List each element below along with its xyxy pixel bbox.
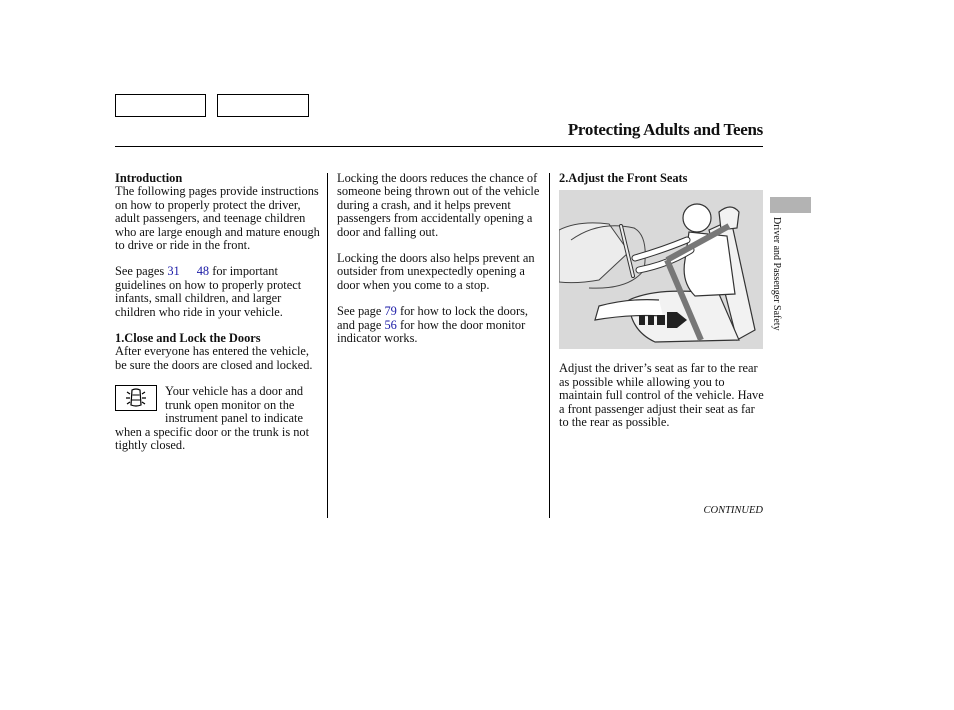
right-column — [559, 172, 765, 429]
see-page-paragraph: See page 79 for how to lock the doors, and page 56 for how the door monitor indicator works. — [337, 304, 528, 346]
door-monitor-icon — [115, 385, 157, 411]
page-link-31[interactable]: 31 — [167, 264, 180, 279]
side-section-label: Driver and Passenger Safety — [771, 217, 782, 331]
section-tab-marker — [770, 197, 811, 213]
see-pages-paragraph: See pages 31 48 for important guidelines on how to properly protect infants, small children, and larger children who ride in your vehicle. — [115, 264, 302, 319]
intro-text: The following pages provide instructions on how to properly protect the driver, adult passengers, and teenage children who are large enough and mature enough to drive or ride in the front. — [115, 184, 320, 253]
nav-button-2[interactable] — [217, 94, 309, 117]
title-rule — [115, 146, 763, 147]
column-divider-1 — [327, 173, 328, 518]
driver-seat-illustration — [559, 190, 763, 349]
page-title: Protecting Adults and Teens — [567, 120, 763, 139]
page-link-79[interactable]: 79 — [384, 304, 397, 319]
middle-paragraph-1: Locking the doors reduces the chance of someone being thrown out of the vehicle during a crash, and it helps prevent passengers from accidentally opening a door and falling out. — [337, 171, 540, 239]
page-link-56[interactable]: 56 — [384, 317, 397, 332]
section1-heading: 1.Close and Lock the Doors — [115, 331, 261, 346]
section1-text: After everyone has entered the vehicle, be sure the doors are closed and locked. — [115, 344, 313, 372]
seat-adjust-text: Adjust the driver’s seat as far to the rear as possible while allowing you to maintain full control of the vehicle. Have a front passenger adjust their seat as far to the rear as possible. — [559, 361, 764, 430]
nav-button-1[interactable] — [115, 94, 206, 117]
left-column — [115, 172, 323, 452]
page-link-48[interactable]: 48 — [196, 264, 210, 279]
monitor-text: Your vehicle has a door and trunk open monitor on the instrument panel to indicate when a specific door or the trunk is not tightly closed. — [115, 384, 310, 452]
intro-heading: Introduction — [115, 171, 183, 185]
middle-paragraph-2: Locking the doors also helps prevent an outsider from unexpectedly opening a door when you come to a stop. — [337, 251, 535, 292]
continued-label: CONTINUED — [703, 505, 763, 516]
middle-column — [337, 172, 543, 345]
column-divider-2 — [549, 173, 550, 518]
section2-heading: 2.Adjust the Front Seats — [559, 171, 688, 185]
